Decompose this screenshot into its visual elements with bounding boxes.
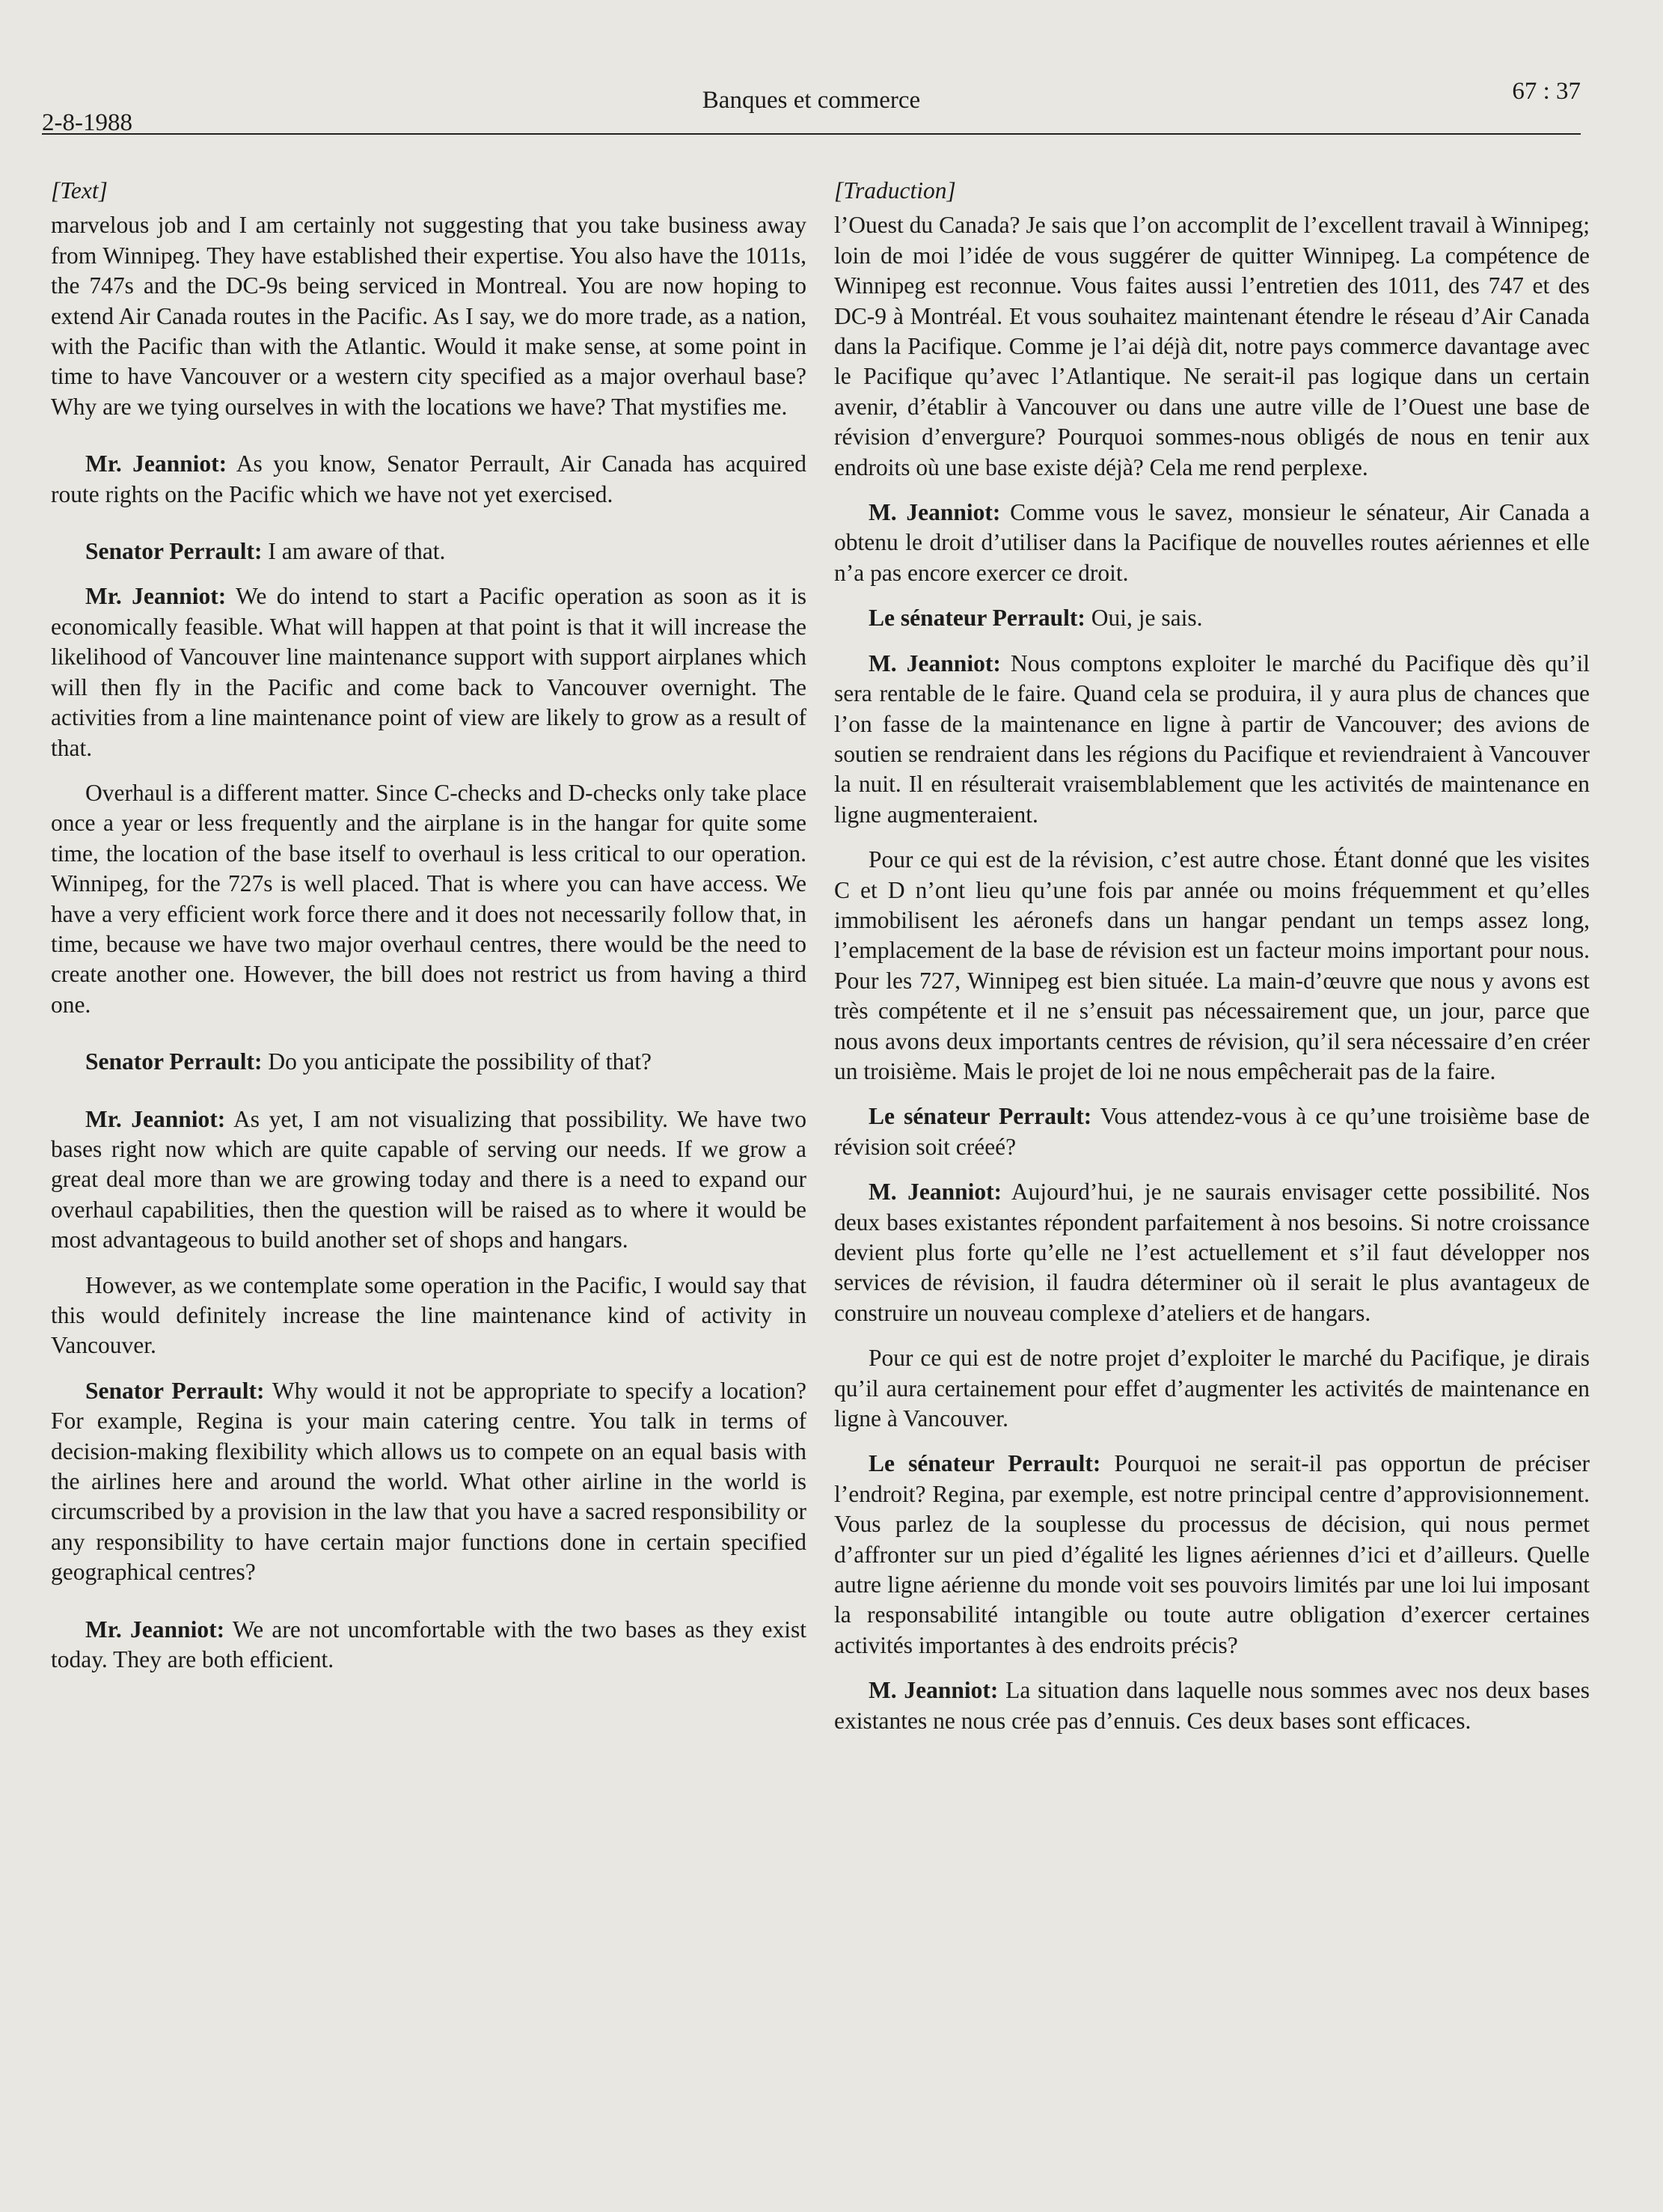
header-rule <box>42 133 1581 135</box>
paragraph: Mr. Jeanniot: As you know, Senator Perrault, Air Canada has acquired route rights on the Pacific which we have not yet exercised. <box>51 450 806 507</box>
paragraph: Pour ce qui est de la révision, c’est autre chose. Étant donné que les visites C et D n’ont lieu qu’une fois par année ou moins fréquemment et qu’elles immobilisent les aéronefs dans un hangar pendant un temps assez long, l’emplacement de la base de révision est un facteur moins important pour nous. Pour les 727, Winnipeg est bien située. La main-d’œuvre que nous y avons est très compétente et il ne s’ensuit pas nécessairement que, un jour, parce que nous avons deux importants centres de révision, qu’il sera nécessaire d’en créer un troisième. Mais le projet de loi ne nous empêcherait pas de la faire. <box>834 846 1590 1084</box>
speaker-name: M. Jeanniot: <box>869 499 1001 526</box>
paragraph: M. Jeanniot: Aujourd’hui, je ne saurais envisager cette possibilité. Nos deux bases existantes répondent parfaitement à nos besoins. Si notre croissance devient plus forte qu’elle ne l’est actuellement et s’il faut développer nos services de révision, il faudra déterminer où il serait le plus avantageux de construire un nouveau complexe d’ateliers et de hangars. <box>834 1179 1590 1326</box>
paragraph: Mr. Jeanniot: As yet, I am not visualizing that possibility. We have two bases right now which are quite capable of serving our needs. If we grow a great deal more than we are growing today and there is a need to expand our overhaul capabilities, then the question will be raised as to where it would be most advantageous to build another set of shops and hangars. <box>51 1105 806 1253</box>
header-title: Banques et commerce <box>702 87 921 114</box>
paragraph: Mr. Jeanniot: We are not uncomfortable with the two bases as they exist today. They are both efficient. <box>51 1616 806 1673</box>
speaker-name: M. Jeanniot: <box>869 650 1001 676</box>
paragraph: M. Jeanniot: Comme vous le savez, monsieur le sénateur, Air Canada a obtenu le droit d’utiliser dans la Pacifique de nouvelles routes aériennes et elle n’a pas encore exercer ce droit. <box>834 499 1590 586</box>
speaker-name: Senator Perrault: <box>85 538 263 565</box>
paragraph: Le sénateur Perrault: Vous attendez-vous à ce qu’une troisième base de révision soit créeé? <box>834 1103 1590 1160</box>
paragraph: marvelous job and I am certainly not suggesting that you take business away from Winnipeg. They have established their expertise. You also have the 1011s, the 747s and the DC-9s being serviced in Montreal. You are now hoping to extend Air Canada routes in the Pacific. As I say, we do more trade, as a nation, with the Pacific than with the Atlantic. Would it make sense, at some point in time to have Vancouver or a western city specified as a major overhaul base? Why are we tying ourselves in with the locations we have? That mystifies me. <box>51 212 806 420</box>
paragraph: Le sénateur Perrault: Pourquoi ne serait-il pas opportun de préciser l’endroit? Regina, par exemple, est notre principal centre d’approvisionnement. Vous parlez de la souplesse du processus de décision, qui nous permet d’affronter sur un pied d’égalité les lignes aériennes d’ici et d’ailleurs. Quelle autre ligne aérienne du monde voit ses pouvoirs limités par une loi lui imposant la responsabilité intangible ou toute autre obligation d’exercer certaines activités importantes à des endroits précis? <box>834 1450 1590 1658</box>
paragraph: M. Jeanniot: La situation dans laquelle nous sommes avec nos deux bases existantes ne nous crée pas d’ennuis. Ces deux bases sont efficaces. <box>834 1677 1590 1734</box>
speaker-name: Le sénateur Perrault: <box>869 605 1085 632</box>
speaker-name: M. Jeanniot: <box>869 1677 999 1704</box>
speaker-name: Senator Perrault: <box>85 1377 265 1404</box>
speaker-name: Senator Perrault: <box>85 1048 263 1075</box>
speaker-name: Le sénateur Perrault: <box>869 1103 1092 1130</box>
paragraph: Pour ce qui est de notre projet d’exploiter le marché du Pacifique, je dirais qu’il aura certainement pour effet d’augmenter les activités de maintenance en ligne à Vancouver. <box>834 1345 1590 1432</box>
speaker-name: Le sénateur Perrault: <box>869 1450 1101 1477</box>
paragraph: However, as we contemplate some operation in the Pacific, I would say that this would definitely increase the line maintenance kind of activity in Vancouver. <box>51 1271 806 1359</box>
header-date: 2-8-1988 <box>42 109 132 136</box>
header-page-number: 67 : 37 <box>1512 78 1581 105</box>
paragraph: Le sénateur Perrault: Oui, je sais. <box>869 605 1203 632</box>
french-column <box>834 176 1590 1751</box>
paragraph: Senator Perrault: Why would it not be appropriate to specify a location? For example, Regina is your main catering centre. You talk in terms of decision-making flexibility which allows us to compete on an equal basis with the airlines here and around the world. What other airline in the world is circumscribed by a provision in the law that you have a sacred responsibility or any responsibility to have certain major functions done in certain specified geographical centres? <box>51 1377 806 1586</box>
english-column <box>51 176 806 1690</box>
paragraph: Overhaul is a different matter. Since C-checks and D-checks only take place once a year or less frequently and the airplane is in the hangar for quite some time, the location of the base itself to overhaul is less critical to our operation. Winnipeg, for the 727s is well placed. That is where you can have access. We have a very efficient work force there and it does not necessarily follow that, in time, because we have two major overhaul centres, there would be the need to create another one. However, the bill does not restrict us from having a third one. <box>51 779 806 1018</box>
paragraph: Senator Perrault: Do you anticipate the possibility of that? <box>85 1048 652 1075</box>
speaker-name: M. Jeanniot: <box>869 1179 1002 1206</box>
paragraph: l’Ouest du Canada? Je sais que l’on accomplit de l’excellent travail à Winnipeg; loin de moi l’idée de vous suggérer de quitter Winnipeg. La compétence de Winnipeg est reconnue. Vous faites aussi l’entretien des 1011, des 747 et des DC-9 à Montréal. Et vous souhaitez maintenant étendre le réseau d’Air Canada dans la Pacifique. Comme je l’ai déjà dit, notre pays commerce davantage avec le Pacifique qu’avec l’Atlantique. Ne serait-il pas logique dans un certain avenir, d’établir à Vancouver ou dans une autre ville de l’Ouest une base de révision d’envergure? Pourquoi sommes-nous obligés de nous en tenir aux endroits où une base existe déjà? Cela me rend perplexe. <box>834 212 1590 480</box>
speaker-name: Mr. Jeanniot: <box>85 1105 226 1132</box>
paragraph: M. Jeanniot: Nous comptons exploiter le marché du Pacifique dès qu’il sera rentable de le faire. Quand cela se produira, il y aura plus de chances que l’on fasse de la maintenance en ligne à partir de Vancouver; des avions de soutien se rendraient dans les régions du Pacifique et reviendraient à Vancouver la nuit. Il en résulterait vraisemblablement que les activités de maintenance en ligne augmenteraient. <box>834 650 1590 828</box>
speaker-name: Mr. Jeanniot: <box>85 450 227 477</box>
speaker-name: Mr. Jeanniot: <box>85 583 227 610</box>
page-header <box>42 75 1581 135</box>
column-language-tag: [Text] <box>51 177 108 204</box>
speaker-name: Mr. Jeanniot: <box>85 1616 225 1643</box>
paragraph: Senator Perrault: I am aware of that. <box>85 538 446 565</box>
column-language-tag: [Traduction] <box>834 177 956 204</box>
paragraph: Mr. Jeanniot: We do intend to start a Pacific operation as soon as it is economically feasible. What will happen at that point is that it will increase the likelihood of Vancouver line maintenance support with support airplanes which will then fly in the Pacific and come back to Vancouver overnight. The activities from a line maintenance point of view are likely to grow as a result of that. <box>51 583 806 761</box>
